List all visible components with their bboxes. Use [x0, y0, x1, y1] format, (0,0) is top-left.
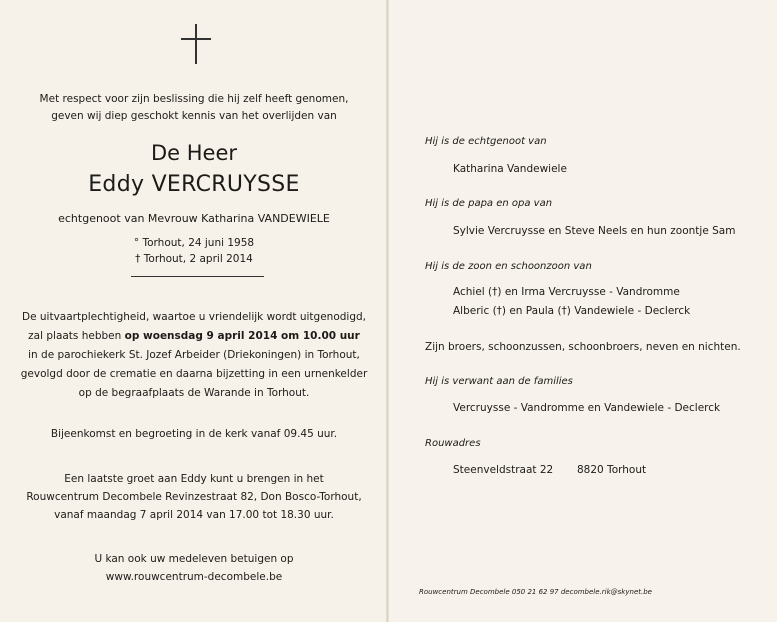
intro-line-1: Met respect voor zijn beslissing die hij zelf heeft genomen, — [39, 93, 349, 105]
parents-line-1: Achiel (†) en Irma Vercruysse - Vandromme — [453, 286, 680, 298]
intro-line-2: geven wij diep geschokt kennis van het overlijden van — [51, 110, 337, 122]
children-line: Sylvie Vercruysse en Steve Neels en hun zoontje Sam — [453, 225, 736, 237]
cross-icon — [181, 24, 211, 64]
funeral-home-footer: Rouwcentrum Decombele 050 21 62 97 decombele.rik@skynet.be — [419, 588, 652, 596]
service-line-2 — [0, 327, 388, 346]
heading-spouse: Hij is de echtgenoot van — [425, 136, 547, 147]
title-heer: De Heer — [150, 141, 238, 165]
service-line-3: in de parochiekerk St. Jozef Arbeider (Driekoningen) in Torhout, — [28, 349, 360, 361]
service-line-5: op de begraafplaats de Warande in Torhout. — [78, 387, 310, 399]
intro-text — [0, 91, 388, 125]
farewell-line-3: vanaf maandag 7 april 2014 van 17.00 tot 18.30 uur. — [54, 509, 334, 521]
meeting-info: Bijeenkomst en begroeting in de kerk vanaf 09.45 uur. — [50, 428, 338, 440]
service-info — [0, 308, 388, 403]
condolence-info — [0, 550, 388, 586]
farewell-info — [0, 470, 388, 524]
heading-papa: Hij is de papa en opa van — [425, 198, 553, 209]
spouse-name: Katharina Vandewiele — [453, 163, 567, 175]
service-datetime: op woensdag 9 april 2014 om 10.00 uur — [124, 330, 360, 342]
farewell-line-2: Rouwcentrum Decombele Revinzestraat 82, Don Bosco-Torhout, — [26, 491, 362, 503]
spouse-line: echtgenoot van Mevrouw Katharina VANDEWIELE — [58, 212, 330, 225]
death-date: † Torhout, 2 april 2014 — [135, 253, 253, 265]
parents-line-2: Alberic (†) en Paula (†) Vandewiele - Declerck — [453, 305, 691, 317]
address-street: Steenveldstraat 22 — [453, 464, 554, 476]
condolence-line: U kan ook uw medeleven betuigen op — [94, 553, 294, 565]
divider-rule — [131, 276, 264, 277]
families-line: Vercruysse - Vandromme en Vandewiele - Declerck — [453, 402, 721, 414]
farewell-line-1: Een laatste groet aan Eddy kunt u brengen in het — [64, 473, 324, 485]
siblings-line: Zijn broers, schoonzussen, schoonbroers, neven en nichten. — [425, 341, 741, 353]
heading-verwant: Hij is verwant aan de families — [425, 376, 573, 387]
birth-date: ° Torhout, 24 juni 1958 — [133, 237, 255, 249]
website-link[interactable]: www.rouwcentrum-decombele.be — [105, 571, 283, 583]
service-line-1: De uitvaartplechtigheid, waartoe u vriendelijk wordt uitgenodigd, — [22, 311, 366, 323]
service-line-2-text: zal plaats hebben — [28, 330, 125, 342]
deceased-name: Eddy VERCRUYSSE — [88, 172, 300, 197]
service-line-4: gevolgd door de crematie en daarna bijzetting in een urnenkelder — [20, 368, 368, 380]
heading-zoon: Hij is de zoon en schoonzoon van — [425, 261, 592, 272]
life-dates — [0, 235, 388, 267]
heading-rouwadres: Rouwadres — [425, 438, 481, 449]
address-city: 8820 Torhout — [577, 464, 647, 476]
